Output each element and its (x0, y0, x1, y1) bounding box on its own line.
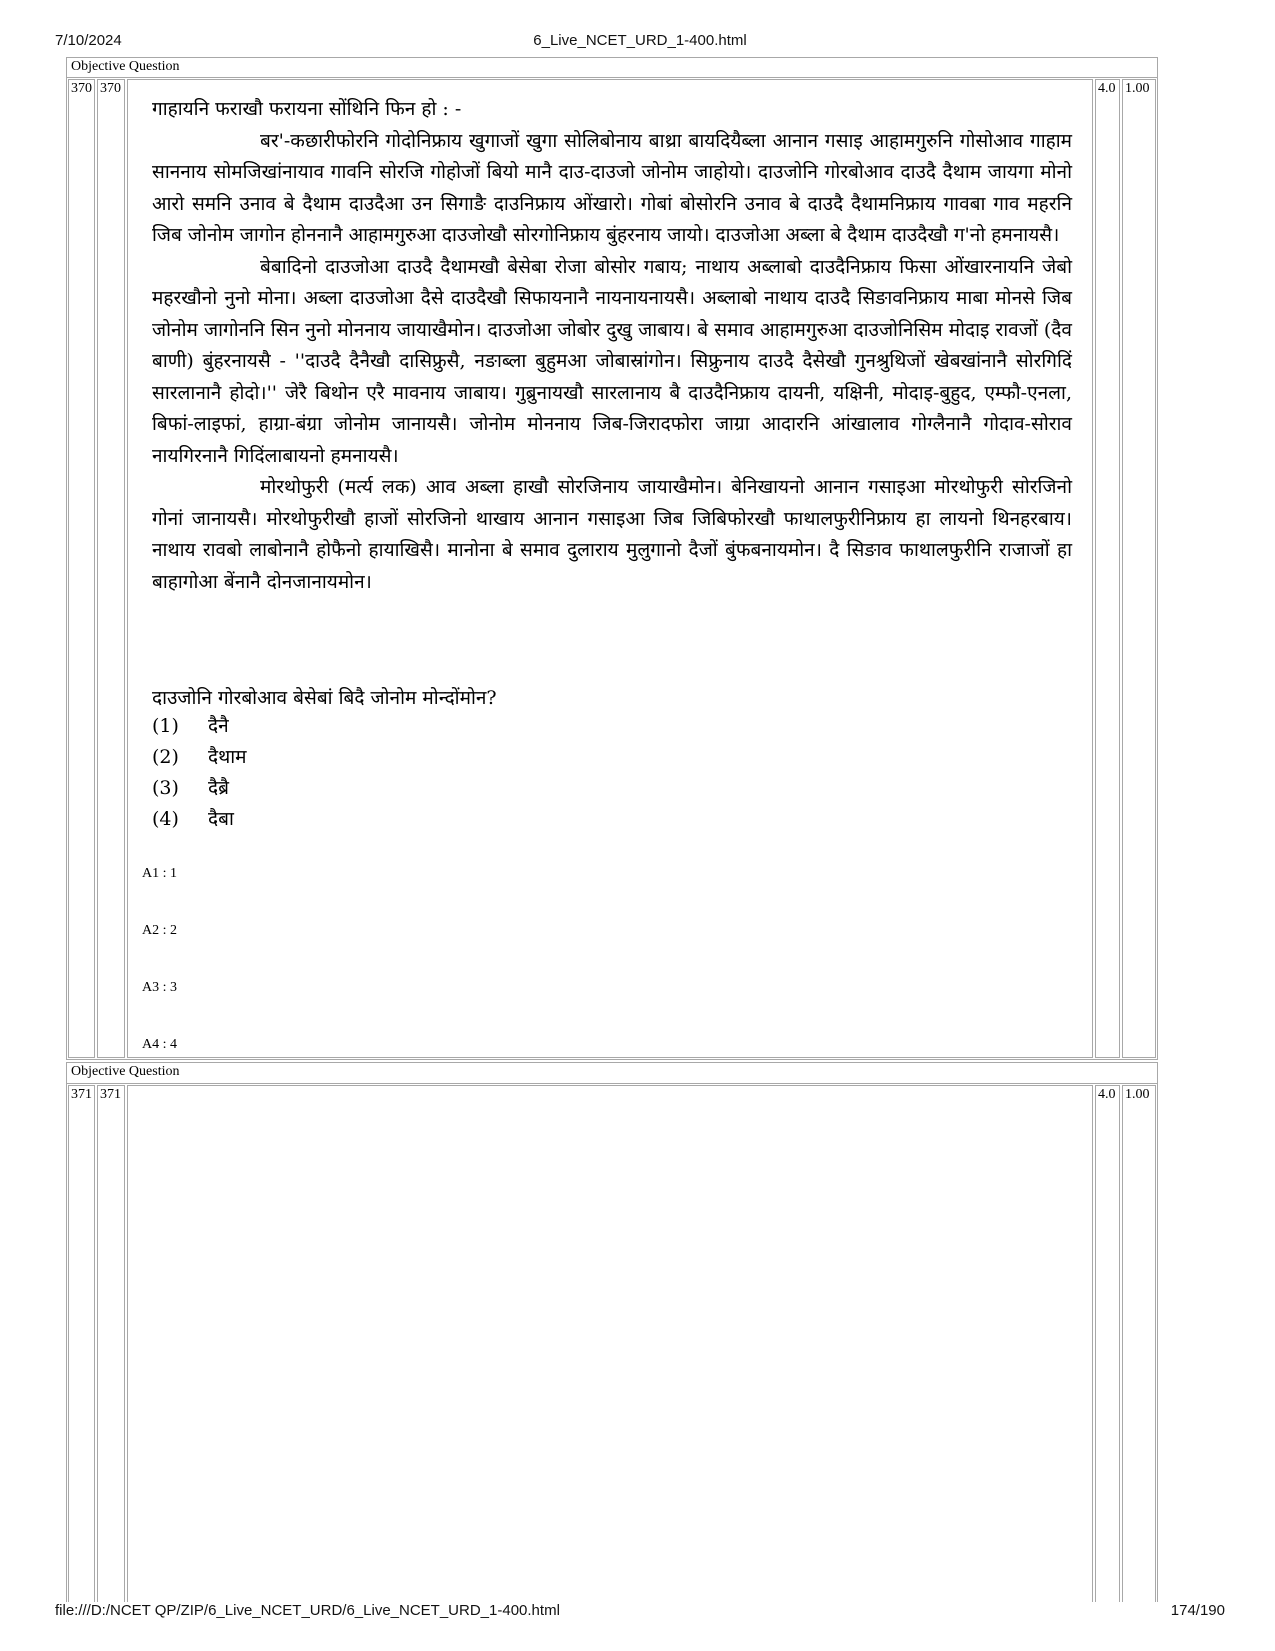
option-3 (152, 774, 229, 800)
print-date: 7/10/2024 (55, 32, 122, 49)
question-stem: दाउजोनि गोरबोआव बेसेबां बिदै जोनोम मोन्दोंमोन? (152, 687, 497, 709)
option-text: दैब्रै (208, 777, 229, 799)
passage-paragraph-2: बेबादिनो दाउजोआ दाउदै दैथामखौ बेसेबा रोजा बोसोर गबाय; नाथाय अब्लाबो दाउदैनिफ्राय फिसा ओंखारनायनि जेबो महरखौनो नुनो मोना। अब्ला दाउजोआ दैसे दाउदैखौ सिफायनानै नायनायनायसै। अब्लाबो नाथाय दाउदै सिङावनिफ्राय माबा मोनसे जिब जोनोम जागोननि सिन नुनो मोननाय जायाखैमोन। दाउजोआ जोबोर दुखु जाबाय। बे समाव आहामगुरुआ दाउजोनिसिम मोदाइ रावजों (दैव बाणी) बुंहरनायसै - ''दाउदै दैनैखौ दासिफ्रुसै, नङाब्ला बुहुमआ जोबास्रांगोन। सिफ्रुनाय दाउदै दैसेखौ गुनश्रुथिजों खेबखांनानै सोरगिदिं सारलानानै होदो।'' जेरै बिथोन एरै मावनाय जाबाय। गुब्रुनायखौ सारलानाय बै दाउदैनिफ्राय दायनी, यक्षिनी, मोदाइ-बुहुद, एम्फौ-एनला, बिफां-लाइफां, हाग्रा-बंग्रा जोनोम जानायसै। जोनोम मोननाय जिब-जिरादफोरा जाग्रा आदारनि आंखालाव गोग्लैनानै गोदाव-सोराव नायगिरनानै गिदिंलाबायनो हमनायसै। (152, 255, 1072, 467)
option-2 (152, 743, 247, 769)
page-footer (55, 1602, 1225, 1622)
option-text: दैनै (208, 715, 229, 737)
page-number: 174/190 (1170, 1602, 1225, 1619)
question-passage (152, 94, 1072, 598)
option-4 (152, 805, 234, 831)
marks-cell: 4.0 (1095, 79, 1120, 1058)
question-id-cell: 370 (97, 79, 125, 1058)
file-path: file:///D:/NCET QP/ZIP/6_Live_NCET_URD/6_Live_NCET_URD_1-400.html (55, 1602, 560, 1619)
option-text: दैथाम (208, 746, 247, 768)
option-number: (1) (152, 715, 179, 737)
document-title: 6_Live_NCET_URD_1-400.html (533, 32, 747, 49)
option-number: (4) (152, 808, 179, 830)
answer-key-2: A2 : 2 (142, 923, 177, 938)
answer-key-3: A3 : 3 (142, 980, 177, 995)
instruction: गाहायनि फराखौ फरायना सोंथिनि फिन हो : - (152, 98, 462, 120)
answer-key-1: A1 : 1 (142, 866, 177, 881)
section-label: Objective Question (71, 1064, 180, 1079)
question-id-cell: 371 (97, 1085, 125, 1602)
passage-paragraph-1: बर'-कछारीफोरनि गोदोनिफ्राय खुगाजों खुगा सोलिबोनाय बाथ्रा बायदियैब्ला आनान गसाइ आहामगुरुनि गोसोआव गाहाम साननाय सोमजिखांनायाव गावनि सोरजि गोहोजों बियो मानै दाउ-दाउजो जोनोम जाहोयो। दाउजोनि गोरबोआव दाउदै दैथाम जायगा मोनो आरो समनि उनाव बे दैथाम दाउदैआ उन सिगाङै दाउनिफ्राय ओंखारो। गोबां बोसोरनि उनाव बे दाउदै दैथामनिफ्राय गावबा गाव महरनि जिब जोनोम जागोन होननानै आहामगुरुआ दाउजोखौ सोरगोनिफ्राय बुंहरनाय जायो। दाउजोआ अब्ला बे दैथाम दाउदैखौ ग'नो हमनायसै। (152, 129, 1072, 246)
question-content-cell (127, 1085, 1093, 1602)
answer-key-4: A4 : 4 (142, 1037, 177, 1052)
marks-cell: 4.0 (1095, 1085, 1120, 1602)
passage-paragraph-3: मोरथोफुरी (मर्त्य लक) आव अब्ला हाखौ सोरजिनाय जायाखैमोन। बेनिखायनो आनान गसाइआ मोरथोफुरी सोरजिनो गोनां जानायसै। मोरथोफुरीखौ हाजों सोरजिनो थाखाय आनान गसाइआ जिब जिबिफोरखौ फाथालफुरीनिफ्राय हा लायनो थिनहरबाय। नाथाय रावबो लाबोनानै होफैनो हायाखिसै। मानोना बे समाव दुलाराय मुलुगानो दैजों बुंफबनायमोन। दै सिङाव फाथालफुरीनि राजाजों हा बाहागोआ बेंनानै दोनजानायमोन। (152, 476, 1072, 593)
serial-number-cell: 370 (68, 79, 95, 1058)
page-header (55, 32, 1225, 52)
negative-marks-cell: 1.00 (1122, 79, 1156, 1058)
option-text: दैबा (208, 808, 234, 830)
option-number: (3) (152, 777, 179, 799)
option-1 (152, 712, 229, 738)
section-label: Objective Question (71, 59, 180, 74)
option-number: (2) (152, 746, 179, 768)
negative-marks-cell: 1.00 (1122, 1085, 1156, 1602)
serial-number-cell: 371 (68, 1085, 95, 1602)
